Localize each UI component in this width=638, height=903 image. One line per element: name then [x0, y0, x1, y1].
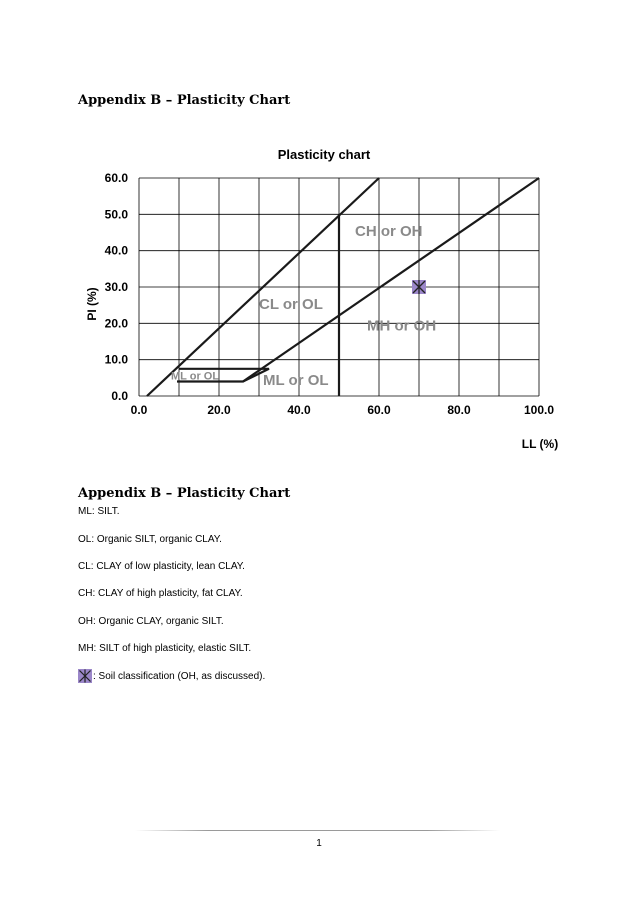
chart-title: Plasticity chart — [277, 147, 371, 162]
top-heading: Appendix B – Plasticity Chart — [78, 93, 291, 108]
legend-item-ol: OL: Organic SILT, organic CLAY. — [78, 534, 222, 545]
region-label: CL or OL — [259, 295, 323, 313]
footer-divider — [135, 830, 500, 831]
x-tick-label: 100.0 — [523, 403, 555, 417]
x-tick-label: 60.0 — [367, 403, 391, 417]
legend-item-oh: OH: Organic CLAY, organic SILT. — [78, 616, 224, 627]
y-tick-label: 50.0 — [104, 207, 128, 222]
data-point-marker — [412, 280, 426, 294]
boundary-line-a-line — [243, 178, 539, 382]
asterisk-marker-icon — [78, 669, 92, 683]
region-label: CH or OH — [355, 223, 423, 241]
x-axis-label: LL (%) — [521, 437, 559, 451]
y-tick-label: 40.0 — [104, 243, 128, 258]
region-label: ML or OL — [171, 370, 220, 383]
legend-item-mh: MH: SILT of high plasticity, elastic SILT. — [78, 643, 252, 654]
page-number: 1 — [316, 838, 322, 849]
legend-item-cl: CL: CLAY of low plasticity, lean CLAY. — [78, 561, 245, 572]
y-tick-label: 30.0 — [104, 280, 128, 294]
x-tick-label: 40.0 — [287, 403, 311, 417]
legend-marker-text: : Soil classification (OH, as discussed). — [93, 670, 266, 682]
legend-item-ml: ML: SILT. — [78, 506, 120, 517]
y-tick-label: 10.0 — [104, 352, 128, 367]
y-tick-label: 60.0 — [104, 171, 128, 185]
y-axis-label: PI (%) — [85, 287, 99, 321]
x-tick-label: 0.0 — [130, 403, 148, 417]
legend-item-ch: CH: CLAY of high plasticity, fat CLAY. — [78, 588, 243, 599]
legend-item-marker — [78, 669, 265, 683]
region-label: ML or OL — [263, 372, 329, 390]
bottom-heading: Appendix B – Plasticity Chart — [78, 486, 291, 501]
region-label: MH or OH — [367, 317, 437, 335]
x-tick-label: 20.0 — [207, 403, 231, 417]
y-tick-label: 0.0 — [111, 389, 128, 403]
x-tick-label: 80.0 — [447, 403, 471, 417]
y-tick-label: 20.0 — [104, 316, 128, 331]
